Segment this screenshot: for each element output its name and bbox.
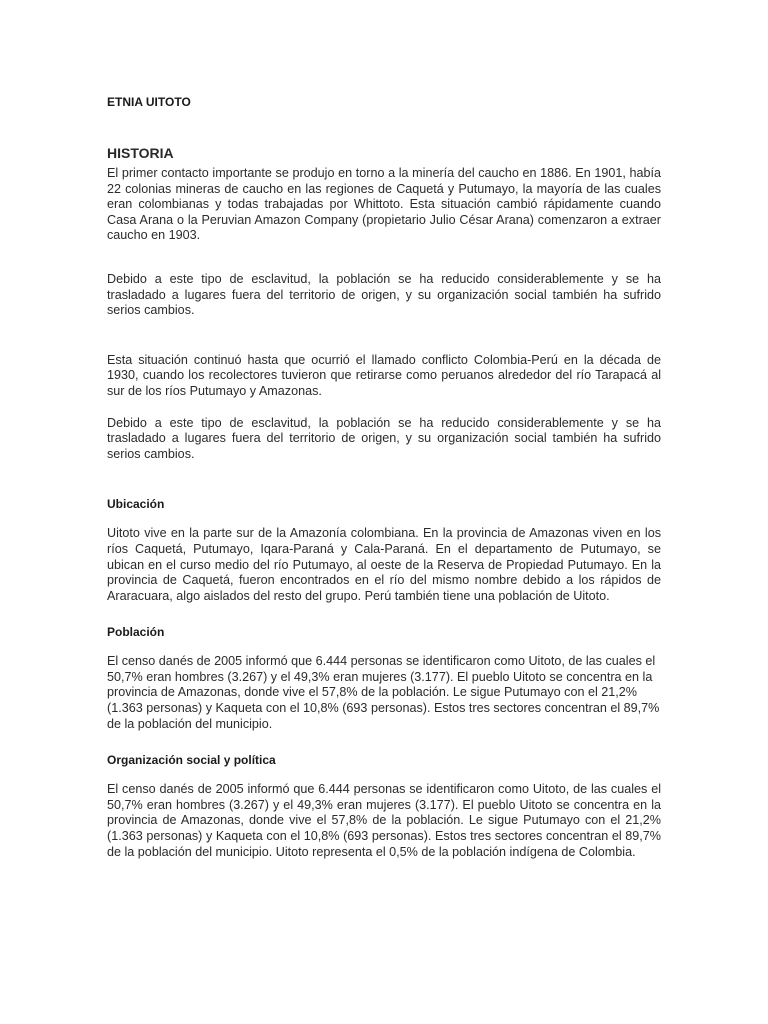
paragraph: Debido a este tipo de esclavitud, la población se ha reducido considerablemente y se ha trasladado a lugares fuera del territorio de origen, y su organización social también ha sufrido serios cambios. (107, 415, 661, 461)
section-poblacion (107, 624, 661, 732)
document-body (107, 94, 661, 860)
paragraph: Uitoto vive en la parte sur de la Amazonía colombiana. En la provincia de Amazonas viven en los ríos Caquetá, Putumayo, Iqara-Paraná y Cala-Paraná. En el departamento de Putumayo, se ubican en el curso medio del río Putumayo, al oeste de la Reserva de Propiedad Putumayo. En la provincia de Caquetá, fueron encontrados en el río del mismo nombre debido a los rápidos de Araracuara, algo aislados del resto del grupo. Perú también tiene una población de Uitoto. (107, 526, 661, 603)
section-historia (107, 144, 661, 462)
section-heading: Ubicación (107, 497, 165, 512)
section-heading: HISTORIA (107, 145, 174, 161)
paragraph: El censo danés de 2005 informó que 6.444 personas se identificaron como Uitoto, de las cuales el 50,7% eran hombres (3.267) y el 49,3% eran mujeres (3.177). El pueblo Uitoto se concentra en la provincia de Amazonas, donde vive el 57,8% de la población. Le sigue Putumayo con el 21,2% (1.363 personas) y Kaqueta con el 10,8% (693 personas). Estos tres sectores concentran el 89,7% de la población del municipio. Uitoto representa el 0,5% de la población indígena de Colombia. (107, 782, 661, 859)
section-organizacion (107, 752, 661, 860)
paragraph: Debido a este tipo de esclavitud, la población se ha reducido considerablemente y se ha trasladado a lugares fuera del territorio de origen, y su organización social también ha sufrido serios cambios. (107, 271, 661, 318)
section-heading: Población (107, 625, 165, 640)
document-title: ETNIA UITOTO (107, 95, 191, 109)
section-ubicacion (107, 496, 661, 604)
paragraph: Esta situación continuó hasta que ocurrió el llamado conflicto Colombia-Perú en la década de 1930, cuando los recolectores tuvieron que retirarse como peruanos alrededor del río Tarapacá al sur de los ríos Putumayo y Amazonas. (107, 352, 661, 398)
section-heading: Organización social y política (107, 753, 276, 768)
paragraph: El primer contacto importante se produjo en torno a la minería del caucho en 1886. En 1901, había 22 colonias mineras de caucho en las regiones de Caquetá y Putumayo, la mayoría de las cuales eran colombianas y todas trabajadas por Whittoto. Esta situación cambió rápidamente cuando Casa Arana o la Peruvian Amazon Company (propietario Julio César Arana) comenzaron a extraer caucho en 1903. (107, 166, 661, 243)
paragraph: El censo danés de 2005 informó que 6.444 personas se identificaron como Uitoto, de las cuales el 50,7% eran hombres (3.267) y el 49,3% eran mujeres (3.177). El pueblo Uitoto se concentra en la provincia de Amazonas, donde vive el 57,8% de la población. Le sigue Putumayo con el 21,2% (1.363 personas) y Kaqueta con el 10,8% (693 personas). Estos tres sectores concentran el 89,7% de la población del municipio. (107, 654, 660, 731)
